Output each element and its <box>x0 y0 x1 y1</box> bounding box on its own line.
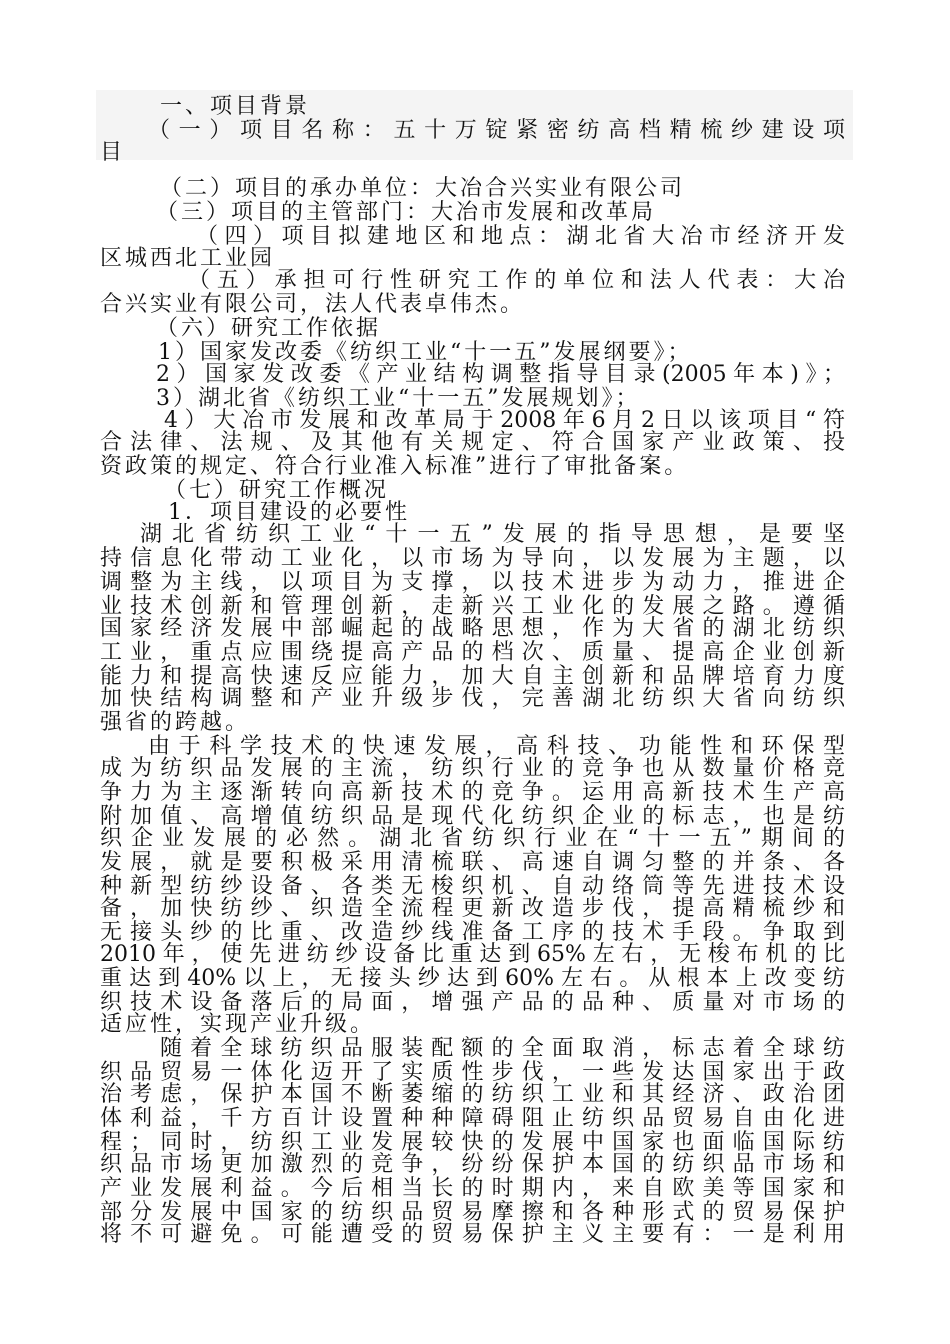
text-line: 部分发展中国家的纺织品贸易摩擦和各种形式的贸易保护 <box>100 1200 845 1225</box>
text-line: 国家经济发展中部崛起的战略思想，作为大省的湖北纺织 <box>100 616 845 641</box>
text-line: （四）项目拟建地区和地点：湖北省大冶市经济开发 <box>196 224 845 249</box>
text-line: （一）项目名称：五十万锭紧密纺高档精梳纱建设项 <box>148 118 845 143</box>
text-line: 资政策的规定、符合行业准入标准”进行了审批备案。 <box>100 454 690 479</box>
text-line: 争力为主逐渐转向高新技术的竞争。运用高新技术生产高 <box>100 780 845 805</box>
text-line: 合兴实业有限公司，法人代表卓伟杰。 <box>100 292 526 317</box>
text-line: 强省的跨越。 <box>100 710 251 735</box>
text-line: 将不可避免。可能遭受的贸易保护主义主要有：一是利用 <box>100 1222 845 1247</box>
text-line: 产业发展利益。今后相当长的时期内，来自欧美等国家和 <box>100 1176 845 1201</box>
text-line: 调整为主线，以项目为支撑，以技术进步为动力，推进企 <box>100 570 845 595</box>
text-line: 目 <box>100 140 126 165</box>
text-line: 持信息化带动工业化，以市场为导向，以发展为主题，以 <box>100 546 845 571</box>
text-line: 2010年，使先进纺纱设备比重达到65%左右，无梭布机的比 <box>100 942 845 967</box>
text-line: 附加值、高增值纺织品是现代化纺织企业的标志，也是纺 <box>100 804 845 829</box>
text-line: （七）研究工作概况 <box>164 478 390 503</box>
text-line: 一、项目背景 <box>160 94 311 119</box>
text-line: 1．项目建设的必要性 <box>168 500 410 525</box>
text-line: 1）国家发改委《纺织工业“十一五”发展纲要》； <box>158 340 693 365</box>
text-line: 程；同时，纺织工业发展较快的发展中国家也面临国际纺 <box>100 1130 845 1155</box>
text-line: 随着全球纺织品服装配额的全面取消，标志着全球纺 <box>160 1036 845 1061</box>
text-line: 织品市场更加激烈的竞争，纷纷保护本国的纺织品市场和 <box>100 1152 845 1177</box>
text-line: 体利益，千方百计设置种种障碍阻止纺织品贸易自由化进 <box>100 1106 845 1131</box>
text-line: 工业，重点应围绕提高产品的档次、质量、提高企业创新 <box>100 640 845 665</box>
text-line: （五）承担可行性研究工作的单位和法人代表：大冶 <box>188 268 845 293</box>
text-line: 区城西北工业园 <box>100 246 276 271</box>
text-line: 织企业发展的必然。湖北省纺织行业在“十一五”期间的 <box>100 826 845 851</box>
text-line: 业技术创新和管理创新，走新兴工业化的发展之路。遵循 <box>100 594 845 619</box>
text-line: 合法律、法规、及其他有关规定、符合国家产业政策、投 <box>100 430 845 455</box>
text-line: 成为纺织品发展的主流，纺织行业的竞争也从数量价格竞 <box>100 756 845 781</box>
text-line: 能力和提高快速反应能力，加大自主创新和品牌培育力度 <box>100 664 845 689</box>
text-line: 种新型纺纱设备、各类无梭织机、自动络筒等先进技术设 <box>100 874 845 899</box>
text-line: （二）项目的承办单位：大冶合兴实业有限公司 <box>160 176 686 201</box>
text-line: 3）湖北省《纺织工业“十一五”发展规划》； <box>156 386 641 411</box>
text-line: 由于科学技术的快速发展，高科技、功能性和环保型 <box>148 734 845 759</box>
text-line: （三）项目的主管部门：大冶市发展和改革局 <box>156 200 657 225</box>
text-line: 发展，就是要积极采用清梳联、高速自调匀整的并条、各 <box>100 850 845 875</box>
text-line: 备，加快纺纱、织造全流程更新改造步伐，提高精梳纱和 <box>100 896 845 921</box>
text-line: 织品贸易一体化迈开了实质性步伐，一些发达国家出于政 <box>100 1060 845 1085</box>
text-line: 加快结构调整和产业升级步伐，完善湖北纺织大省向纺织 <box>100 686 845 711</box>
text-line: 适应性，实现产业升级。 <box>100 1012 376 1037</box>
text-line: 4）大冶市发展和改革局于2008年6月2日以该项目“符 <box>164 408 845 433</box>
text-line: 治考虑，保护本国不断萎缩的纺织工业和其经济、政治团 <box>100 1082 845 1107</box>
text-line: 重达到40%以上，无接头纱达到60%左右。从根本上改变纺 <box>100 966 845 991</box>
text-line: 织技术设备落后的局面，增强产品的品种、质量对市场的 <box>100 990 845 1015</box>
text-line: （六）研究工作依据 <box>156 316 382 341</box>
text-line: 湖北省纺织工业“十一五”发展的指导思想，是要坚 <box>140 522 845 547</box>
text-line: 无接头纱的比重、改造纱线准备工序的技术手段。争取到 <box>100 920 845 945</box>
text-line: 2）国家发改委《产业结构调整指导目录(2005年本)》； <box>156 362 845 387</box>
